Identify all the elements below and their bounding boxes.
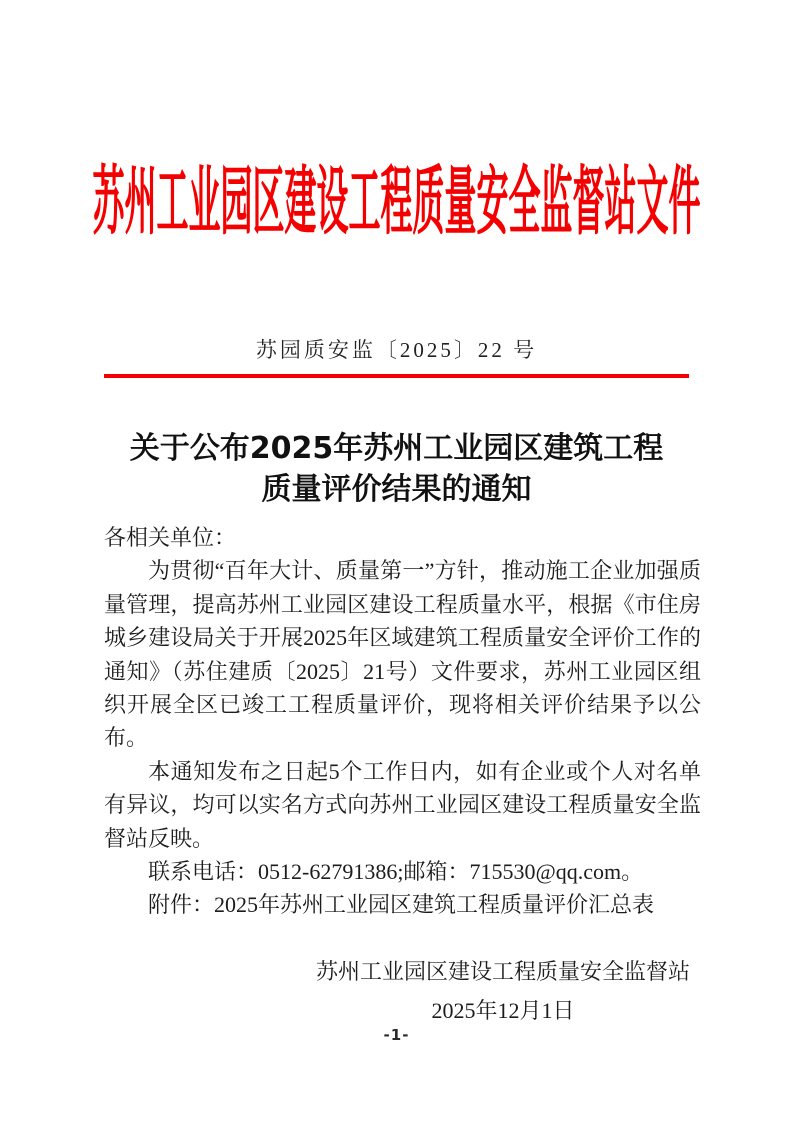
document-body bbox=[104, 521, 701, 922]
body-paragraph-1: 为贯彻“百年大计、质量第一”方针，推动施工企业加强质量管理，提高苏州工业园区建设工程质量水平，根据《市住房城乡建设局关于开展2025年区域建筑工程质量安全评价工作的通知》（苏住建质〔2025〕21号）文件要求，苏州工业园区组织开展全区已竣工工程质量评价，现将相关评价结果予以公布。 bbox=[104, 558, 701, 751]
attachment-line: 附件：2025年苏州工业园区建筑工程质量评价汇总表 bbox=[148, 892, 655, 918]
salutation: 各相关单位： bbox=[104, 525, 237, 550]
signature-org: 苏州工业园区建设工程质量安全监督站 bbox=[315, 959, 690, 984]
notice-title-line1: 关于公布2025年苏州工业园区建筑工程 bbox=[129, 431, 664, 466]
page-number: -1- bbox=[383, 1026, 410, 1044]
header-divider-line bbox=[104, 374, 689, 378]
document-number: 苏园质安监〔2025〕22 号 bbox=[255, 338, 538, 362]
letterhead-title: 苏州工业园区建设工程质量安全监督站文件 bbox=[92, 159, 701, 244]
notice-title-line2: 质量评价结果的通知 bbox=[261, 472, 532, 507]
signature-block bbox=[316, 952, 690, 1030]
body-paragraph-2: 本通知发布之日起5个工作日内，如有企业或个人对名单有异议，均可以实名方式向苏州工业园区建设工程质量安全监督站反映。 bbox=[104, 758, 701, 851]
signature-date: 2025年12月1日 bbox=[431, 998, 575, 1023]
notice-title bbox=[0, 428, 793, 510]
contact-line: 联系电话：0512-62791386;邮箱：715530@qq.com。 bbox=[148, 859, 644, 885]
